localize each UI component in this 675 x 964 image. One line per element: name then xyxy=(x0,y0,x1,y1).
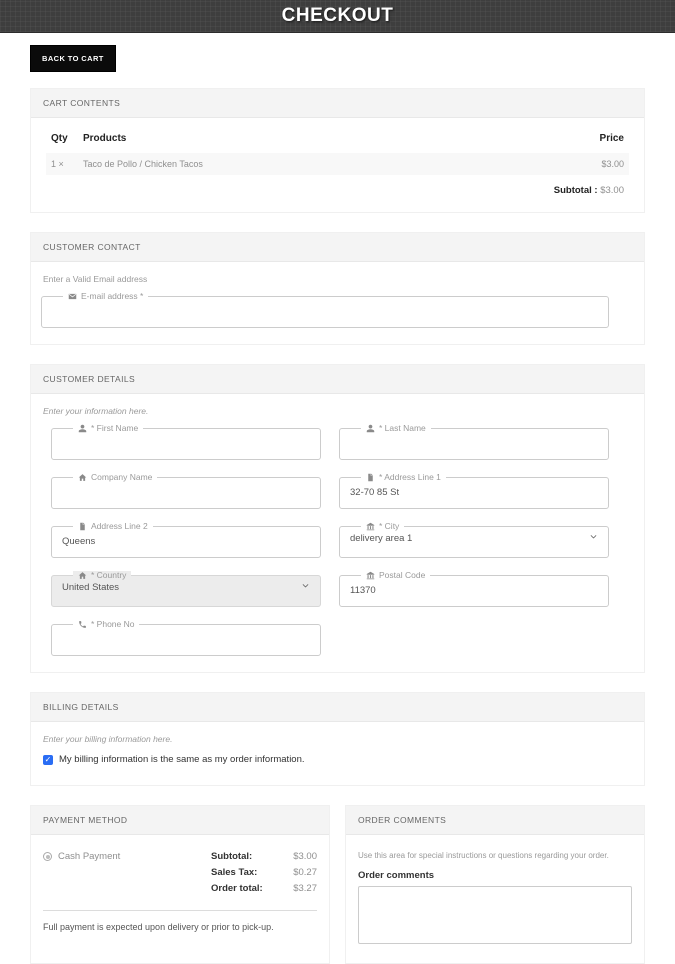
customer-details-grid xyxy=(51,424,634,656)
country-label: * Country xyxy=(91,570,127,581)
billing-details-section xyxy=(30,692,645,786)
cash-payment-radio-row[interactable] xyxy=(43,851,120,862)
billing-same-checkbox-row[interactable] xyxy=(43,754,634,765)
bank-icon xyxy=(366,522,375,531)
payment-method-header: PAYMENT METHOD xyxy=(31,806,329,835)
price-column-header: Price xyxy=(599,133,624,144)
billing-same-checkbox[interactable]: ✓ xyxy=(44,754,52,764)
postal-code-input[interactable] xyxy=(348,584,600,601)
cart-item-row xyxy=(46,153,629,175)
phone-input[interactable] xyxy=(60,633,312,650)
first-name-field xyxy=(51,424,321,460)
email-field xyxy=(41,292,609,328)
billing-hint: Enter your billing information here. xyxy=(43,734,173,744)
payment-method-body xyxy=(31,835,329,946)
order-total-row xyxy=(211,883,317,894)
address-line-2-label: Address Line 2 xyxy=(91,521,148,532)
payment-divider xyxy=(43,910,317,911)
cart-subtotal-label: Subtotal : xyxy=(553,185,598,196)
cash-payment-radio[interactable] xyxy=(43,852,52,861)
cart-contents-section xyxy=(30,88,645,213)
cart-table-header xyxy=(46,126,629,153)
last-name-field xyxy=(339,424,609,460)
cart-subtotal-row xyxy=(46,175,629,202)
city-select-value: delivery area 1 xyxy=(350,532,413,544)
envelope-icon xyxy=(68,292,77,301)
sales-tax-row xyxy=(211,867,317,878)
first-name-label: * First Name xyxy=(91,423,139,434)
phone-label: * Phone No xyxy=(91,619,135,630)
order-comments-body xyxy=(346,835,644,963)
cart-item-name: Taco de Pollo / Chicken Tacos xyxy=(83,159,203,169)
address-line-1-field xyxy=(339,473,609,509)
cart-item-price: $3.00 xyxy=(601,159,624,169)
country-field xyxy=(51,571,321,607)
last-name-input[interactable] xyxy=(348,437,600,454)
billing-details-body xyxy=(31,722,644,785)
country-select-value: United States xyxy=(62,581,120,593)
billing-same-checkbox-label: My billing information is the same as my order information. xyxy=(59,754,305,765)
email-field-label: E-mail address * xyxy=(81,291,144,302)
order-comments-hint: Use this area for special instructions or questions regarding your order. xyxy=(358,851,609,860)
document-icon xyxy=(366,473,375,482)
cash-payment-label: Cash Payment xyxy=(58,851,121,862)
bank-icon xyxy=(366,571,375,580)
email-input[interactable] xyxy=(50,305,600,322)
person-icon xyxy=(78,424,87,433)
address-line-2-input[interactable] xyxy=(60,535,312,552)
address-line-2-field xyxy=(51,522,321,558)
order-total-label: Order total: xyxy=(211,883,263,894)
page-content xyxy=(0,33,675,964)
customer-details-hint: Enter your information here. xyxy=(43,406,149,416)
page-title: CHECKOUT xyxy=(281,5,394,26)
customer-details-section xyxy=(30,364,645,673)
bottom-row xyxy=(30,805,645,964)
first-name-input[interactable] xyxy=(60,437,312,454)
payment-note: Full payment is expected upon delivery or prior to pick-up. xyxy=(43,922,274,932)
cart-contents-header: CART CONTENTS xyxy=(31,89,644,118)
city-select[interactable] xyxy=(348,531,600,550)
order-comments-header: ORDER COMMENTS xyxy=(346,806,644,835)
phone-field xyxy=(51,620,321,656)
order-total-value: $3.27 xyxy=(293,883,317,894)
subtotal-value: $3.00 xyxy=(293,851,317,862)
city-label: * City xyxy=(379,521,400,532)
order-comments-section xyxy=(345,805,645,964)
payment-method-section xyxy=(30,805,330,964)
home-icon xyxy=(78,571,87,580)
cart-contents-body xyxy=(31,118,644,212)
person-icon xyxy=(366,424,375,433)
subtotal-row xyxy=(211,851,317,862)
customer-contact-header: CUSTOMER CONTACT xyxy=(31,233,644,262)
products-column-header: Products xyxy=(83,133,127,144)
subtotal-label: Subtotal: xyxy=(211,851,253,862)
company-name-label: Company Name xyxy=(91,472,153,483)
customer-contact-body xyxy=(31,262,644,344)
city-field xyxy=(339,522,609,558)
sales-tax-value: $0.27 xyxy=(293,867,317,878)
postal-code-field xyxy=(339,571,609,607)
document-icon xyxy=(78,522,87,531)
cart-item-qty: 1 × xyxy=(51,159,64,169)
address-line-1-input[interactable] xyxy=(348,486,600,503)
postal-code-label: Postal Code xyxy=(379,570,426,581)
order-totals xyxy=(211,851,317,894)
last-name-label: * Last Name xyxy=(379,423,426,434)
customer-details-body xyxy=(31,394,644,672)
sales-tax-label: Sales Tax: xyxy=(211,867,258,878)
chevron-down-icon xyxy=(301,581,310,593)
country-select[interactable] xyxy=(60,580,312,599)
email-hint: Enter a Valid Email address xyxy=(43,274,148,284)
order-comments-textarea[interactable] xyxy=(358,886,632,944)
billing-details-header: BILLING DETAILS xyxy=(31,693,644,722)
phone-icon xyxy=(78,620,87,629)
customer-details-header: CUSTOMER DETAILS xyxy=(31,365,644,394)
address-line-1-label: * Address Line 1 xyxy=(379,472,441,483)
company-name-field xyxy=(51,473,321,509)
chevron-down-icon xyxy=(589,532,598,544)
email-field-label-group xyxy=(63,292,148,301)
back-to-cart-button[interactable]: BACK TO CART xyxy=(30,45,116,72)
qty-column-header: Qty xyxy=(51,133,68,144)
home-icon xyxy=(78,473,87,482)
company-name-input[interactable] xyxy=(60,486,312,503)
top-bar xyxy=(0,0,675,33)
customer-contact-section xyxy=(30,232,645,345)
order-comments-label: Order comments xyxy=(358,870,435,881)
cart-subtotal-value: $3.00 xyxy=(600,185,624,196)
